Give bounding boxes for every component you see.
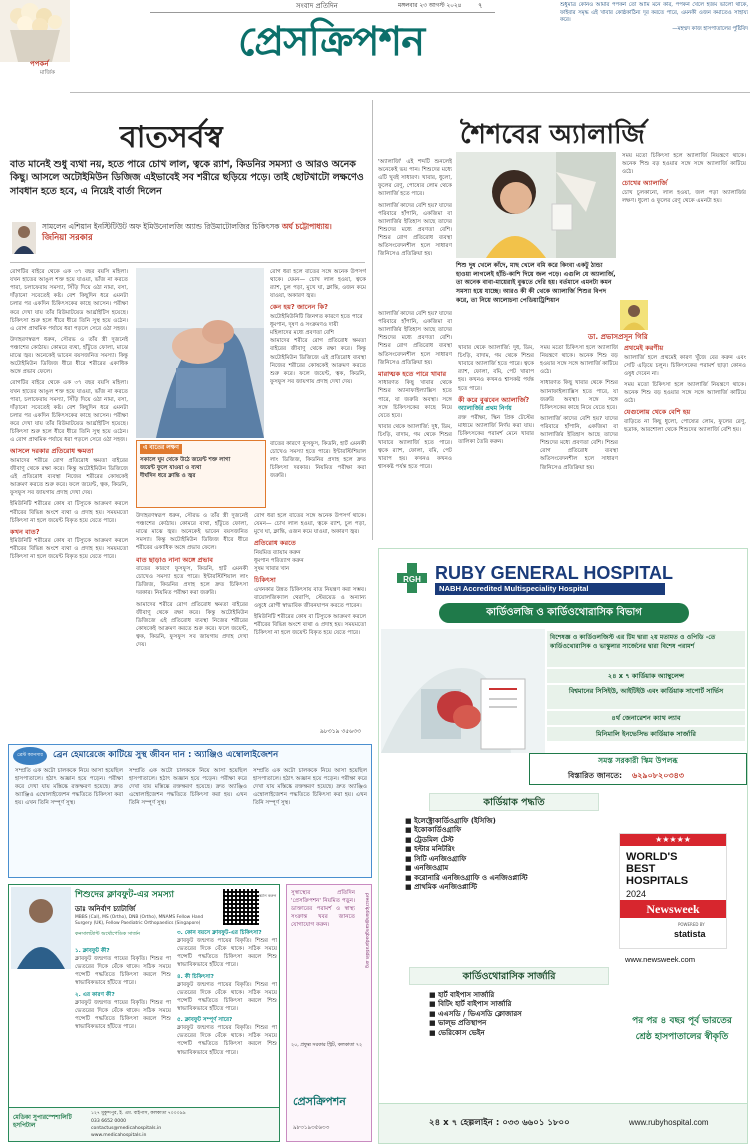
clubfoot-a4: ক্লাবফুট জন্মগত পায়ের বিকৃতি। শিশুর পা ভেতরের দিকে বেঁকে থাকে। সঠিক সময়ে পন্সেটি পদ্ধতিতে চিকিৎসা করলে শিশু স্বাভাবিকভাবে হাঁটতে পারে।: [177, 981, 277, 1012]
article-left-col2-bottom: [136, 512, 248, 738]
surgery-item-5: ■ ভেরিকোস ভেইন: [429, 1028, 485, 1037]
masthead-logo: প্রেসক্রিপশন: [238, 18, 425, 65]
section-label: পপকর্ন: [30, 60, 49, 68]
clubfoot-a5: ক্লাবফুট জন্মগত পায়ের বিকৃতি। শিশুর পা ভেতরের দিকে বেঁকে থাকে। সঠিক সময়ে পন্সেটি পদ্ধতিতে চিকিৎসা করলে শিশু স্বাভাবিকভাবে হাঁটতে পারে।: [177, 1025, 277, 1056]
clubfoot-hospital: মেডিকা সুপারস্পেশালিটি হসপিটাল: [13, 1114, 72, 1130]
ruby-info-phone[interactable]: ৬২৯০৮২০৩৪৩: [632, 771, 684, 780]
subscribe-box: [286, 884, 372, 1142]
byline-org: সামলেন এশিয়ান ইনস্টিটিউট অফ ইমিউনোলজি অ্যান্ড রিউমাটোলজির চিকিৎসক: [42, 222, 280, 231]
body-eye: চোখ চুলকানো, লাল হওয়া, জল পড়া অ্যালার্জির লক্ষণ। ধুলো ও ফুলের রেণু থেকে এমনটা হয়।: [622, 189, 746, 204]
article-right-col-right-top: [622, 152, 746, 260]
clubfoot-q3: ৩. কোন বয়সে ক্লাবফুট-এর চিকিৎসা?: [177, 930, 262, 936]
right-col1-text-2: খাবার থেকে অ্যালার্জি: দুধ, ডিম, চিংড়ি, বাদাম, গম থেকে শিশুর খাবারে অ্যালার্জি হতে পারে। ত্বকে র‍্যাশ, ফোলা, বমি, পেট খারাপ হয়। কখনও কখনও শ্বাসকষ্ট পর্যন্ত হতে পারে।: [378, 423, 452, 471]
right-col2-text: খাবার থেকে অ্যালার্জি: দুধ, ডিম, চিংড়ি, বাদাম, গম থেকে শিশুর খাবারে অ্যালার্জি হতে পারে। ত্বকে র‍্যাশ, ফোলা, বমি, পেট খারাপ হয়। কখনও কখনও শ্বাসকষ্ট পর্যন্ত হতে পারে।: [458, 345, 534, 392]
body-paragraph-2: উদাহরণস্বরূপ ধরুন, সৌরভ ও তাঁর স্ত্রী দুজনেই পঞ্চাশের কোঠায়। কোমরে ব্যথা, হাঁটুতে ফোলা, মাঝে মাঝে জ্বর। অনেকেই ভাবেন বয়সজনিত সমস্যা। কিন্তু অটোইমিউন ডিজিজ ধীরে ধীরে শরীরের একাধিক অঙ্গে প্রভাব ফেলে।: [10, 336, 128, 376]
ruby-surgery-list: [429, 991, 619, 1038]
body-when: ইমিউনিটি শরীরের কোষ বা টিস্যুকে আক্রমণ করলে শরীরের বিভিন্ন অংশে ব্যথা ও প্রদাহ হয়। সময়মতো চিকিৎসা না হলে জয়েন্ট বিকৃত হয়ে যেতে পারে।: [10, 538, 128, 561]
body-treatment: এখনকার উন্নত চিকিৎসায় বাত নিয়ন্ত্রণ করা সম্ভব। বায়োলজিক্যাল থেরাপি, স্টেরয়েড ও অন্যান্য ওষুধে রোগী স্বাভাবিক জীবনযাপন করতে পারেন।: [254, 586, 366, 609]
page-number: ৭: [478, 2, 483, 10]
subhead-eye: চোখের অ্যালার্জি: [622, 179, 668, 188]
doctor-photo-right: [620, 300, 648, 330]
award-line3: HOSPITALS: [626, 875, 689, 887]
hemorrhage-ad-col2: সম্প্রতি এক অটো চালককে নিয়ে আসা হয়েছিল হাসপাতালে। হঠাৎ অজ্ঞান হয়ে পড়েন। পরীক্ষা করে দেখা যায় মস্তিষ্কে রক্তক্ষরণ হয়েছে। দ্রুত অ্যাঞ্জিও এম্বোলাইজেশন পদ্ধতিতে চিকিৎসা করা হয়। এখন তিনি সম্পূর্ণ সুস্থ।: [129, 768, 247, 807]
body-paragraph-1: রোগটির বাইরে থেকে এক ৩৭ বছর বয়সি মহিলা। যখন হাতের আঙুল শক্ত হয়ে যাওয়া, ভাঁজ না করতে পারা, চলাফেরায় সমস্যা, সিঁড়ি দিয়ে ওঠা নামা, বসা, দাঁড়ানো সবেতেই কষ্ট। বেশ কিছুদিন ধরে এমনটা চলার পর একদিন চিকিৎসকের কাছে আসেন। পরীক্ষা করে দেখা যায় তাঁর রিউমাটয়েড আর্থ্রাইটিস হয়েছে। চিকিৎসা শুরু হলে ধীরে ধীরে তিনি সুস্থ হয়ে ওঠেন। এ রোগ প্রাথমিক পর্যায়ে ধরা পড়লে সেরে ওঠা সহজ।: [10, 269, 128, 332]
ruby-scheme-label: সমস্ত সরকারী স্কিম উপলব্ধ: [598, 756, 678, 765]
article-left-headline: বাতসর্বস্ব: [120, 120, 223, 155]
subhead-danger: মারাত্মক হতে পারে খাবার: [378, 369, 447, 378]
clubfoot-a2: ক্লাবফুট জন্মগত পায়ের বিকৃতি। শিশুর পা ভেতরের দিকে বেঁকে থাকে। সঠিক সময়ে পন্সেটি পদ্ধতিতে চিকিৎসা করলে শিশু স্বাভাবিকভাবে হাঁটতে পারে।: [75, 999, 171, 1030]
ruby-name: RUBY GENERAL HOSPITAL: [435, 563, 674, 583]
subhead-identify: কী করে বুঝবেন অ্যালার্জি?: [458, 395, 530, 404]
article-left-phone: ৯৮৩১৯ ৩৫৬৩৩: [320, 728, 361, 735]
article-left-col2-side: [270, 440, 366, 508]
subhead-prevent: প্রতিরোধ করতে: [254, 539, 296, 548]
award-line2: BEST: [626, 863, 656, 875]
subscribe-email[interactable]: prescription@sangbadpratidin.org: [364, 893, 369, 968]
surgery-item-1: ■ হার্ট বাইপাস সার্জারি: [429, 991, 495, 999]
clubfoot-a1: ক্লাবফুট জন্মগত পায়ের বিকৃতি। শিশুর পা ভেতরের দিকে বেঁকে থাকে। সঠিক সময়ে পন্সেটি পদ্ধতিতে চিকিৎসা করলে শিশু স্বাভাবিকভাবে হাঁটতে পারে।: [75, 956, 171, 987]
body-first: অ্যালার্জি হলে প্রথমেই কারণ খুঁজে বের করুন এবং সেটি এড়িয়ে চলুন। চিকিৎসকের পরামর্শ ছাড়া কোনও ওষুধ দেবেন না।: [624, 354, 746, 377]
cardiac-item-2: ■ ইকোকার্ডিওগ্রাফি: [405, 826, 462, 835]
ruby-bottom-line1: পর পর ৪ বছর পূর্ব ভারতের: [632, 1016, 732, 1026]
popcorn-image: [0, 0, 70, 62]
ruby-feature-3: বিশ্বমানের সিসিইউ, আইটিইউ এবং কার্ডিয়াক সাপোর্ট সার্ভিস: [547, 685, 745, 709]
prevent-item-1: নিয়মিত ব্যায়াম করুন: [254, 549, 301, 556]
body-diagnosis: রক্ত পরীক্ষা, স্কিন প্রিক টেস্টের মাধ্যমে অ্যালার্জি নির্ণয় করা যায়। চিকিৎসকের পরামর্শ মেনে খাবার তালিকা তৈরি করুন।: [458, 414, 534, 446]
body-immunity-2: ইমিউনিটি শরীরের কোষ বা টিস্যুকে আক্রমণ করলে শরীরের বিভিন্ন অংশে ব্যথা ও প্রদাহ হয়। সময়মতো চিকিৎসা না হলে জয়েন্ট বিকৃত হয়ে যেতে পারে।: [10, 501, 128, 524]
col2-top-text-2: আমাদের শরীরে রোগ প্রতিরোধ ক্ষমতা বাইরের জীবাণু থেকে রক্ষা করে। কিন্তু অটোইমিউন ডিজিজে এই প্রতিরোধ ব্যবস্থা নিজের শরীরের কোষকেই আক্রমণ করতে শুরু করে। ফলে জয়েন্ট, ত্বক, কিডনি, ফুসফুস সব জায়গায় প্রদাহ দেখা দেয়।: [270, 338, 366, 385]
ruby-dept-title: কার্ডিওলজি ও কার্ডিওথোরাসিক বিভাগ: [439, 603, 689, 623]
award-statista: statista: [674, 929, 706, 939]
clubfoot-web[interactable]: www.medicahospitals.in: [91, 1133, 147, 1138]
ruby-logo-mark: [395, 561, 429, 595]
hemorrhage-ad: [8, 744, 372, 878]
ruby-bottom-line2: শ্রেষ্ঠ হাসপাতালের স্বীকৃতি: [635, 1032, 729, 1042]
article-right-col1: [378, 310, 452, 538]
article-right-intro: [378, 158, 452, 306]
col2-side-text: বাতের কারণে ফুসফুস, কিডনি, হার্ট এমনকী চোখেও সমস্যা হতে পারে। ইন্টারস্টিশিয়াল লাং ডিজিজ, কিডনির প্রদাহ হলে দ্রুত চিকিৎসা দরকার। নিয়মিত পরীক্ষা করা জরুরি।: [270, 441, 366, 480]
why-item-3: মহিলাদের মধ্যে প্রবণতা বেশি: [270, 330, 334, 337]
right-top-text: সময় মতো চিকিৎসা হলে অ্যালার্জি নিয়ন্ত্রণে থাকে। অনেক শিশু বড় হওয়ার সঙ্গে সঙ্গে অ্যালার্জি কাটিয়ে ওঠে।: [622, 153, 746, 176]
right-col3-text-2: সাধারণত কিছু খাবার থেকে শিশুর অ্যানাফাইল্যাক্সিস হতে পারে, যা জরুরি অবস্থা। সঙ্গে সঙ্গে চিকিৎসকের কাছে নিয়ে যেতে হবে।: [540, 380, 618, 411]
doctor-name-right: ডা. প্রভাসপ্রসূন গিরি: [588, 332, 648, 341]
clubfoot-a3: ক্লাবফুট জন্মগত পায়ের বিকৃতি। শিশুর পা ভেতরের দিকে বেঁকে থাকে। সঠিক সময়ে পন্সেটি পদ্ধতিতে চিকিৎসা করলে শিশু স্বাভাবিকভাবে হাঁটতে পারে।: [177, 938, 277, 969]
subscribe-text: সুস্বাস্থ্যের প্রতিদিন 'প্রেসক্রিপশন' নিয়মিত পড়ুন। ডাক্তারের পরামর্শ ও স্বাস্থ্য সংক্রান্ত খবর জানতে যোগাযোগ করুন।: [291, 890, 355, 929]
body-first-2: সময় মতো চিকিৎসা হলে অ্যালার্জি নিয়ন্ত্রণে থাকে। অনেক শিশু বড় হওয়ার সঙ্গে সঙ্গে অ্যালার্জি কাটিয়ে ওঠে।: [624, 381, 746, 405]
ruby-footer: [379, 1103, 747, 1143]
subscribe-address: ২০, প্রফুল্ল সরকার স্ট্রিট, কলকাতা ৭২: [291, 1043, 363, 1048]
symptom-item-1: সকালে ঘুম থেকে উঠে জয়েন্ট শক্ত লাগা: [140, 456, 231, 463]
article-left-col2-top: [270, 268, 366, 438]
subhead-diagnosis: অ্যালার্জির প্রথম নির্ণয়: [458, 405, 512, 413]
center-divider: [372, 100, 373, 540]
doctor-photo-left: [12, 222, 36, 254]
subhead-organs: বাত ছাড়াও নানা অঙ্গে প্রভাব: [136, 555, 213, 564]
top-quote-author: —মহম্মদ কাজ হাসপাতালের পুষ্টিবিদ: [672, 26, 748, 33]
hemorrhage-ad-col1: সম্প্রতি এক অটো চালককে নিয়ে আসা হয়েছিল হাসপাতালে। হঠাৎ অজ্ঞান হয়ে পড়েন। পরীক্ষা করে দেখা যায় মস্তিষ্কে রক্তক্ষরণ হয়েছে। দ্রুত অ্যাঞ্জিও এম্বোলাইজেশন পদ্ধতিতে চিকিৎসা করা হয়। এখন তিনি সম্পূর্ণ সুস্থ।: [15, 768, 123, 807]
why-item-2: ধূমপান, দূষণ ও সংক্রমণও দায়ী: [270, 322, 339, 329]
award-powered: POWERED BY: [678, 922, 705, 927]
clubfoot-q5: ৫. ক্লাবফুট সম্পূর্ণ সারে?: [177, 1017, 233, 1024]
clubfoot-doctor-name: ডাঃ অনির্বাণ চ্যাটার্জি: [75, 905, 136, 913]
symptom-box: [136, 440, 266, 508]
subhead-when: কখন বাত?: [10, 527, 40, 536]
surgery-item-4: ■ ভাল্ভ প্রতিস্থাপন: [429, 1019, 487, 1028]
section-sublabel: মার্জিক: [40, 70, 55, 76]
hemorrhage-ad-col3: সম্প্রতি এক অটো চালককে নিয়ে আসা হয়েছিল হাসপাতালে। হঠাৎ অজ্ঞান হয়ে পড়েন। পরীক্ষা করে দেখা যায় মস্তিষ্কে রক্তক্ষরণ হয়েছে। দ্রুত অ্যাঞ্জিও এম্বোলাইজেশন পদ্ধতিতে চিকিৎসা করা হয়। এখন তিনি সম্পূর্ণ সুস্থ।: [253, 768, 367, 807]
article-left-col1: [10, 268, 128, 738]
article-right-col3: [540, 344, 618, 538]
surgery-item-3: ■ এএসডি / ভিএসডি ক্লোজারস: [429, 1009, 522, 1018]
subhead-first: প্রথমেই করণীয়: [624, 344, 664, 352]
clubfoot-q2: ২. এর কারণ কী?: [75, 991, 115, 998]
cardiac-item-8: ■ প্রাথমিক এনজিওপ্লাস্টি: [405, 883, 478, 892]
clubfoot-col1: [75, 947, 171, 1105]
body-sources: বাড়িতে না কিছু ধুলো, পোষ্যের লোম, ফুলের রেণু, ছত্রাক, আরশোলা থেকে শিশুদের অ্যালার্জি বেশি হয়।: [624, 418, 746, 433]
article-left-rule: [10, 262, 365, 263]
body-immunity: আমাদের শরীরে রোগ প্রতিরোধ ক্ষমতা বাইরের জীবাণু থেকে রক্ষা করে। কিন্তু অটোইমিউন ডিজিজে এই প্রতিরোধ ব্যবস্থা নিজের শরীরের কোষকেই আক্রমণ করতে শুরু করে। ফলে জয়েন্ট, ত্বক, কিডনি, ফুসফুস সব জায়গায় প্রদাহ দেখা দেয়।: [10, 457, 128, 497]
subhead-sources: যেগুলোয় থেকে বেশি হয়: [624, 408, 691, 417]
prevent-item-2: ধূমপান পরিত্যাগ করুন: [254, 557, 304, 564]
why-item-1: অটোইমিউনিটি জিনগত কারণে হতে পারে: [270, 313, 363, 320]
top-quote: [560, 2, 748, 62]
arthritis-photo: [136, 268, 264, 438]
ruby-feature-5: মিনিমালি ইনভেসিভ কার্ডিয়াক সার্জারি: [547, 727, 745, 741]
ruby-scheme-bar: [529, 753, 747, 785]
cardiac-item-3: ■ ট্রেডমিল টেস্ট: [405, 835, 454, 844]
hemorrhage-ad-badge: ব্রেস্ট ক্যানসার: [13, 747, 47, 765]
article-right-col4: [624, 344, 746, 538]
ruby-cardiac-list: [405, 817, 615, 893]
masthead-divider: [70, 92, 750, 93]
ruby-ad: [378, 548, 748, 1144]
subhead-treatment: চিকিৎসা: [254, 576, 276, 585]
award-brand: Newsweek: [620, 900, 726, 918]
clubfoot-qr-label: স্ক্যান করুন: [259, 893, 277, 898]
subscribe-phone[interactable]: ৯৮৩১৯৩৫৬৩৩: [293, 1125, 330, 1131]
article-left-byline: [42, 222, 372, 244]
subscribe-logo: প্রেসক্রিপশন: [293, 1095, 346, 1108]
ruby-surgery-title: কার্ডিওথোরাসিক সার্জারি: [409, 967, 609, 985]
prevent-item-3: সুষম খাবার খান: [254, 566, 290, 573]
ruby-cardiac-title: কার্ডিয়াক পদ্ধতি: [429, 793, 599, 811]
right-intro-text-2: অ্যালার্জি কাদের বেশি হয়? যাদের পরিবারে হাঁপানি, একজিমা বা অ্যালার্জির ইতিহাস আছে তাদের শিশুদের মধ্যে প্রবণতা বেশি। শিশুর রোগ প্রতিরোধ ব্যবস্থা অতিসংবেদনশীল হলে সাধারণ জিনিসেও প্রতিক্রিয়া হয়।: [378, 202, 452, 258]
masthead-rule: [150, 12, 495, 13]
article-left-intro: বাত মানেই শুধু ব্যথা নয়, হতে পারে চোখ লাল, ত্বকে র‍্যাশ, কিডনির সমস্যা ও আরও অনেক কিছু। আসলে অটোইমিউন ডিজিজ এইভাবেই সব শরীরে ছড়িয়ে পড়ে। তাই ছোটখাটো লক্ষণেও সাবধান হতে হবে, এ নিয়েই বার্তা দিলেন: [10, 159, 364, 197]
article-right-headline: শৈশবের অ্যালার্জি: [460, 120, 645, 150]
right-col3-text-3: অ্যালার্জি কাদের বেশি হয়? যাদের পরিবারে হাঁপানি, একজিমা বা অ্যালার্জির ইতিহাস আছে তাদের শিশুদের মধ্যে প্রবণতা বেশি। শিশুর রোগ প্রতিরোধ ব্যবস্থা অতিসংবেদনশীল হলে সাধারণ জিনিসেও প্রতিক্রিয়া হয়।: [540, 415, 618, 471]
ruby-helpline[interactable]: ২৪ x ৭ হেল্পলাইন : ০৩৩ ৬৬০১ ১৮০০: [429, 1118, 570, 1128]
col3-bottom-1: রোগ ধরা হলে বাতের সঙ্গে অনেক উপসর্গ থাকে। যেমন— চোখ লাল হওয়া, ত্বকে র‍্যাশ, চুল পড়া, মুখে ঘা, ক্লান্তি, ওজন কমে যাওয়া, অকারণ জ্বর।: [254, 513, 366, 536]
award-stars: ★★★★★: [620, 834, 726, 846]
body-organs-2: আমাদের শরীরে রোগ প্রতিরোধ ক্ষমতা বাইরের জীবাণু থেকে রক্ষা করে। কিন্তু অটোইমিউন ডিজিজে এই প্রতিরোধ ব্যবস্থা নিজের শরীরের কোষকেই আক্রমণ করতে শুরু করে। ফলে জয়েন্ট, ত্বক, কিডনি, ফুসফুস সব জায়গায় প্রদাহ দেখা দেয়।: [136, 601, 248, 649]
body-paragraph-2b: রোগটির বাইরে থেকে এক ৩৭ বছর বয়সি মহিলা। যখন হাতের আঙুল শক্ত হয়ে যাওয়া, ভাঁজ না করতে পারা, চলাফেরায় সমস্যা, সিঁড়ি দিয়ে ওঠা নামা, বসা, দাঁড়ানো সবেতেই কষ্ট। বেশ কিছুদিন ধরে এমনটা চলার পর একদিন চিকিৎসকের কাছে আসেন। পরীক্ষা করে দেখা যায় তাঁর রিউমাটয়েড আর্থ্রাইটিস হয়েছে। চিকিৎসা শুরু হলে ধীরে ধীরে তিনি সুস্থ হয়ে ওঠেন। এ রোগ প্রাথমিক পর্যায়ে ধরা পড়লে সেরে ওঠা সহজ।: [10, 380, 128, 444]
hemorrhage-ad-headline: ব্রেন হেমারেজে কাটিয়ে সুস্থ জীবন দান : অ্যাঞ্জিও এম্বোলাইজেশন: [53, 750, 279, 760]
clubfoot-ad: [8, 884, 280, 1142]
byline-doctor: অর্ঘ চট্টোপাধ্যায়।: [281, 222, 332, 231]
award-line1: WORLD'S: [626, 851, 678, 863]
right-col1-text: অ্যালার্জি কাদের বেশি হয়? যাদের পরিবারে হাঁপানি, একজিমা বা অ্যালার্জির ইতিহাস আছে তাদের শিশুদের মধ্যে প্রবণতা বেশি। শিশুর রোগ প্রতিরোধ ব্যবস্থা অতিসংবেদনশীল হলে সাধারণ জিনিসেও প্রতিক্রিয়া হয়।: [378, 311, 452, 366]
award-year: 2024: [626, 889, 647, 899]
right-col3-text: সময় মতো চিকিৎসা হলে অ্যালার্জি নিয়ন্ত্রণে থাকে। অনেক শিশু বড় হওয়ার সঙ্গে সঙ্গে অ্যালার্জি কাটিয়ে ওঠে।: [540, 345, 618, 376]
ruby-doctor-photo: [381, 629, 545, 753]
clubfoot-doctor-role: কনসালট্যান্ট অর্থোপেডিক সার্জন: [75, 931, 140, 937]
body-organs: বাতের কারণে ফুসফুস, কিডনি, হার্ট এমনকী চোখেও সমস্যা হতে পারে। ইন্টারস্টিশিয়াল লাং ডিজিজ, কিডনির প্রদাহ হলে দ্রুত চিকিৎসা দরকার। নিয়মিত পরীক্ষা করা জরুরি।: [136, 566, 248, 597]
ruby-feature-1: বিশেষজ্ঞ ও কার্ডিওলজিস্ট এর টিম দ্বারা ২য় মতামত ও ওপিডি -তে কার্ডিওথোরাসিক ও ভাস্কুলার সার্জেনের দ্বারা বিশেষ পরামর্শ: [547, 631, 745, 667]
clubfoot-q4: ৪. কী চিকিৎসা?: [177, 973, 214, 980]
article-right-col2: [458, 344, 534, 538]
symptom-item-3: দীর্ঘদিন ধরে ক্লান্তি ও জ্বর: [140, 473, 196, 480]
cardiac-item-1: ■ ইলেক্ট্রোকার্ডিওগ্রাফি (ইসিজি): [405, 817, 496, 825]
clubfoot-address: ১২৭ মুকুন্দপুর, ই. এম. বাইপাস, কলকাতা ৭০০০৯৯: [91, 1111, 186, 1116]
body-treatment-2: ইমিউনিটি শরীরের কোষ বা টিস্যুকে আক্রমণ করলে শরীরের বিভিন্ন অংশে ব্যথা ও প্রদাহ হয়। সময়মতো চিকিৎসা না হলে জয়েন্ট বিকৃত হয়ে যেতে পারে।: [254, 614, 366, 637]
cardiac-item-4: ■ হল্টার মনিটরিং: [405, 845, 455, 854]
ruby-info-label: বিস্তারিত জানতে:: [568, 771, 623, 780]
ruby-website[interactable]: www.rubyhospital.com: [629, 1118, 709, 1127]
ruby-tagline: NABH Accredited Multispeciality Hospital: [435, 583, 665, 595]
right-intro-text: 'অ্যালার্জি' এই শব্দটি শুনলেই অনেকেই ভয় পান। শিশুদের মধ্যে এটি খুবই সাধারণ। খাবার, ধুলো, ফুলের রেণু, পোষ্যের লোম থেকে অ্যালার্জি হতে পারে।: [378, 159, 452, 198]
col2-top-text: রোগ ধরা হলে বাতের সঙ্গে অনেক উপসর্গ থাকে। যেমন— চোখ লাল হওয়া, ত্বকে র‍্যাশ, চুল পড়া, মুখে ঘা, ক্লান্তি, ওজন কমে যাওয়া, অকারণ জ্বর।: [270, 269, 366, 300]
clubfoot-footer: [9, 1107, 279, 1141]
cardiac-item-5: ■ সিটি এনজিওগ্রাফি: [405, 854, 467, 863]
clubfoot-email[interactable]: contactus@medicahospitals.in: [91, 1126, 162, 1131]
award-site[interactable]: www.newsweek.com: [625, 955, 696, 964]
clubfoot-phone[interactable]: 033 6652 0000: [91, 1119, 127, 1124]
subhead-immunity: আসলে দরকার প্রতিরোধ ক্ষমতা: [10, 447, 94, 456]
masthead-date: মঙ্গলবার ২৩ আগস্ট ২০২৪: [398, 3, 462, 9]
top-quote-text: শুধুমাত্র কোনও আমার পপকর্ন তো আমি মনে করি, পপকর্ন খেলে হজম ভালো থাকে, ফাইবার সমৃদ্ধ এই খাবার কোষ্ঠকাঠিন্য দূর করতে পারে, এমনকী ওজন কমাতেও সাহায্য করে।: [560, 2, 748, 24]
byline-reporter: জিনিয়া সরকার: [42, 232, 93, 243]
clubfoot-doctor-degrees: MBBS (Cal), MS (Ortho), DNB (Ortho), MNAMS Fellow Hand Surgery (UK), Fellow Paediatric Orthopaedics (Singapore): [75, 915, 204, 926]
clubfoot-q1: ১. ক্লাবফুট কী?: [75, 948, 110, 954]
ruby-feature-2: ২৪ x ৭ কার্ডিয়াক অ্যাম্বুলেন্স: [547, 669, 745, 683]
body-danger: সাধারণত কিছু খাবার থেকে শিশুর অ্যানাফাইল্যাক্সিস হতে পারে, যা জরুরি অবস্থা। সঙ্গে সঙ্গে চিকিৎসকের কাছে নিয়ে যেতে হবে।: [378, 380, 452, 419]
svg-text:RGH: RGH: [403, 575, 421, 584]
clubfoot-qr[interactable]: [223, 889, 259, 925]
clubfoot-headline: শিশুদের ক্লাবফুট-এর সমস্যা: [75, 890, 174, 900]
daily-label: সংবাদ প্রতিদিন: [296, 2, 338, 10]
col2-bottom-1: উদাহরণস্বরূপ ধরুন, সৌরভ ও তাঁর স্ত্রী দুজনেই পঞ্চাশের কোঠায়। কোমরে ব্যথা, হাঁটুতে ফোলা, মাঝে মাঝে জ্বর। অনেকেই ভাবেন বয়সজনিত সমস্যা। কিন্তু অটোইমিউন ডিজিজ ধীরে ধীরে শরীরের একাধিক অঙ্গে প্রভাব ফেলে।: [136, 513, 248, 552]
cardiac-item-7: ■ করোনারি এনজিওগ্রাফি ও এনজিওপ্লাস্টি: [405, 873, 528, 882]
article-left-col3-bottom: [254, 512, 366, 738]
cardiac-item-6: ■ এনজিওগ্রাম: [405, 864, 449, 873]
ruby-award: [619, 833, 727, 949]
pull-quote: শিশু দুধ খেলে কাঁদে, মাছ খেলে বমি করে কিংবা একটু ঠান্ডা হাওয়া লাগলেই হাঁচি-কাশি দিয়ে জল পড়ে। এগুলি যে অ্যালার্জি, তা অনেক বাবা-মায়েরাই বুঝতে দেরি হয়। বর্তমানে এমনটা কমন সমস্যা হয়ে যাচ্ছে। আরও কী কী থেকে অ্যালার্জি শিশুর বিপদ করে, তা নিয়ে আলোচনা পেডিয়াট্রিশিয়ান: [456, 262, 616, 304]
child-photo: [456, 152, 616, 258]
symptom-item-2: জয়েন্ট ফুলে যাওয়া ও ব্যথা: [140, 464, 202, 471]
clubfoot-col2: [177, 929, 277, 1105]
surgery-item-2: ■ বিটিং হার্ট বাইপাস সার্জারি: [429, 1000, 512, 1009]
symptom-box-label: এ বাতের লক্ষণ: [140, 444, 182, 454]
ruby-feature-4: ৪র্থ জেনারেশন ক্যাথ ল্যাব: [547, 711, 745, 725]
subhead-why: কেন হয়? জানেন কি?: [270, 303, 328, 312]
clubfoot-doctor-photo: [11, 887, 71, 969]
